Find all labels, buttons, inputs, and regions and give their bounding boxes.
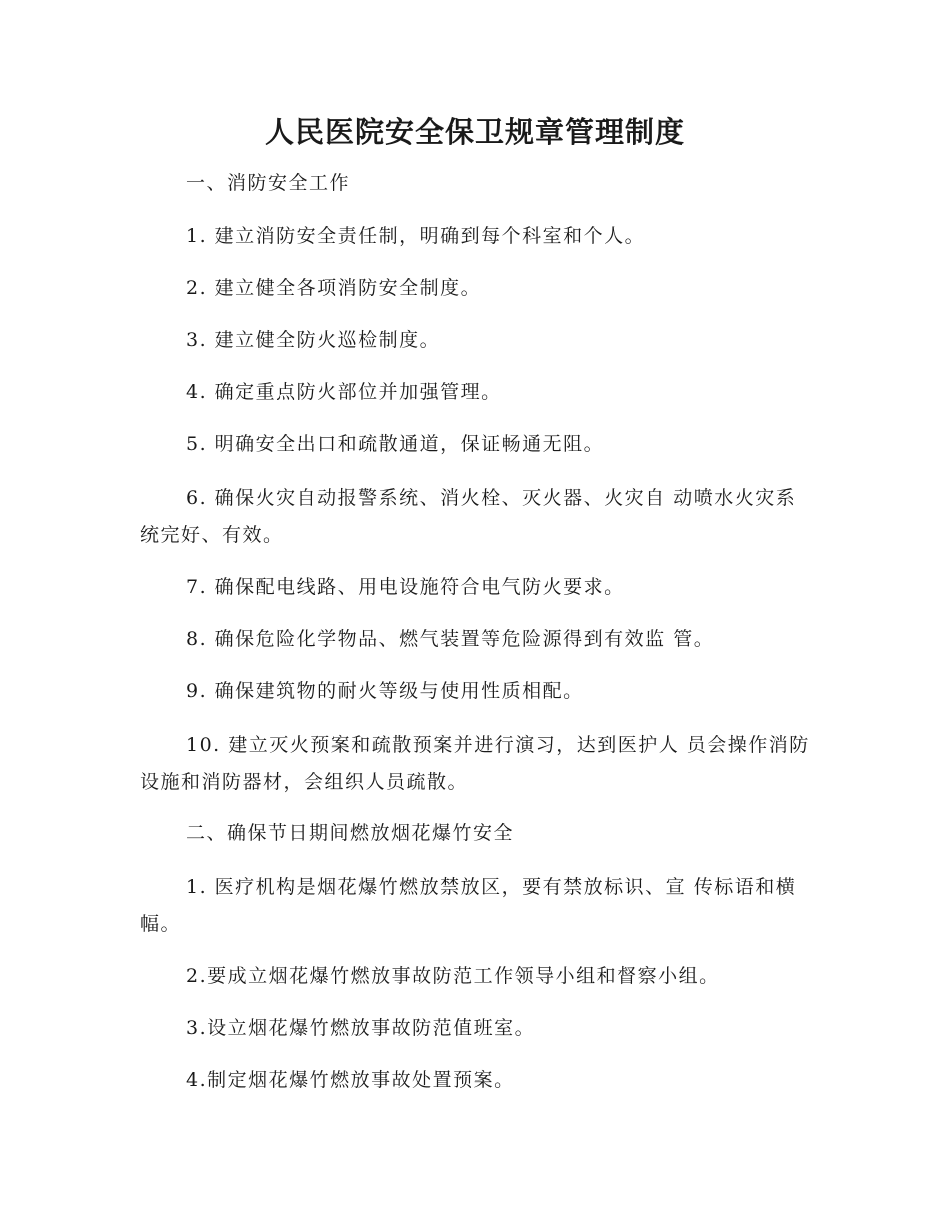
section-heading-fireworks: 二、确保节日期间燃放烟花爆竹安全 <box>186 822 515 844</box>
paragraph: 1. 医疗机构是烟花爆竹燃放禁放区，要有禁放标识、宣 传标语和横幅。 <box>140 876 797 935</box>
paragraph: 6. 确保火灾自动报警系统、消火栓、灭火器、火灾自 动喷水火灾系统完好、有效。 <box>140 487 797 546</box>
paragraph: 2. 建立健全各项消防安全制度。 <box>186 277 482 299</box>
paragraph: 8. 确保危险化学物品、燃气装置等危险源得到有效监 管。 <box>186 628 715 650</box>
paragraph: 9. 确保建筑物的耐火等级与使用性质相配。 <box>186 680 584 702</box>
paragraph: 3. 建立健全防火巡检制度。 <box>186 329 441 351</box>
paragraph: 4.制定烟花爆竹燃放事故处置预案。 <box>186 1069 515 1091</box>
document-title: 人民医院安全保卫规章管理制度 <box>264 115 685 149</box>
paragraph: 1. 建立消防安全责任制，明确到每个科室和个人。 <box>186 225 646 247</box>
paragraph: 7. 确保配电线路、用电设施符合电气防火要求。 <box>186 576 625 598</box>
paragraph: 10. 建立灭火预案和疏散预案并进行演习，达到医护人 员会操作消防设施和消防器材，会组织人员疏散。 <box>140 734 810 793</box>
section-heading-fire-safety: 一、消防安全工作 <box>186 172 351 194</box>
paragraph: 5. 明确安全出口和疏散通道，保证畅通无阻。 <box>186 433 605 455</box>
paragraph: 2.要成立烟花爆竹燃放事故防范工作领导小组和督察小组。 <box>186 965 720 987</box>
paragraph: 3.设立烟花爆竹燃放事故防范值班室。 <box>186 1017 536 1039</box>
paragraph: 4. 确定重点防火部位并加强管理。 <box>186 381 502 403</box>
